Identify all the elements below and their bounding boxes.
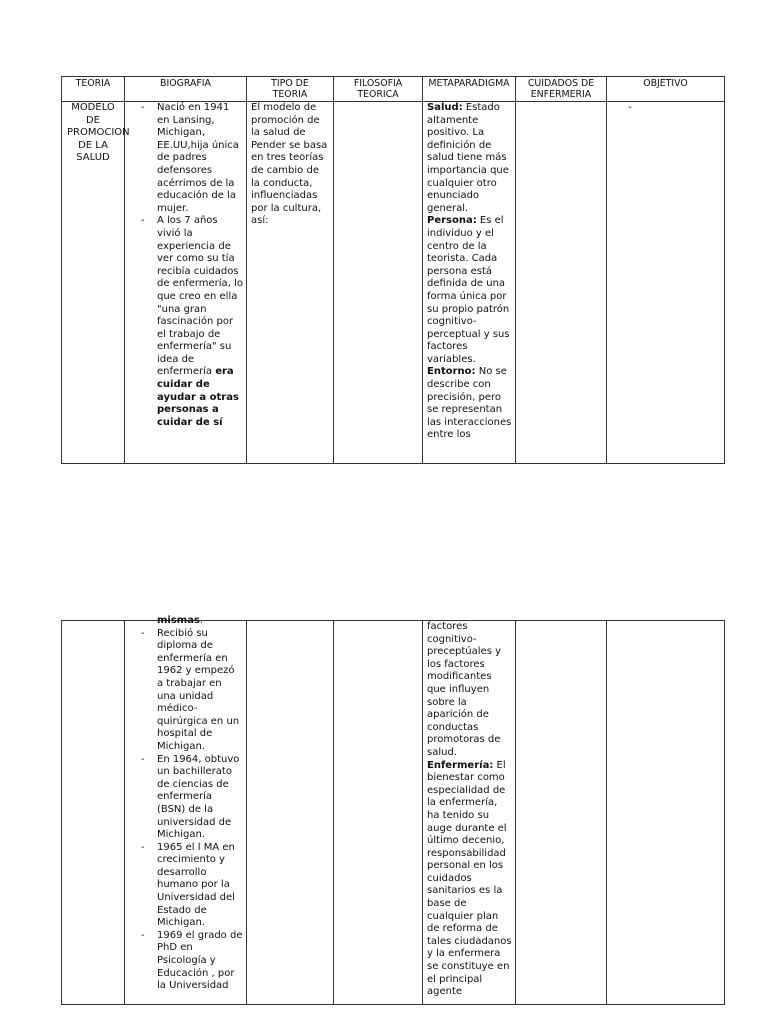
dash-bullet: - — [141, 627, 145, 639]
cell-metaparadigma — [427, 102, 512, 463]
bio-item-text: En 1964, obtuvo un bachillerato de ciencias de enfermería (BSN) de la universidad de Michigan. — [157, 753, 240, 841]
cell-cuidados — [520, 102, 603, 463]
cell-filosofia — [338, 102, 419, 463]
header-metaparadigma: METAPARADIGMA — [428, 78, 510, 89]
meta-persona — [427, 215, 512, 366]
dash-bullet: - — [141, 841, 145, 853]
biografia-list — [125, 628, 243, 993]
cell-metaparadigma — [427, 621, 512, 1004]
theory-table-page-1 — [61, 76, 725, 464]
meta-text: El bienestar como especialidad de la enfermería, ha tenido su auge durante el último decenio, responsabilidad personal en los cuidados sanitarios es la base de cualquier plan de reforma de tales ciudadanos y la enfermera se constituye en el principal agente — [427, 759, 512, 998]
dash-bullet: - — [141, 929, 145, 941]
column-filosofia — [334, 77, 423, 463]
column-cuidados — [516, 77, 607, 463]
bio-cont-bold: mismas — [157, 615, 200, 626]
column-biografia — [125, 615, 247, 1004]
cell-tipo: El modelo de promoción de la salud de Pender se basa en tres teorías de cambio de la conducta, influenciadas por la cultura, así: — [251, 102, 328, 227]
header-filosofia: FILOSOFIA TEORICA — [353, 78, 403, 101]
cell-biografia — [125, 615, 243, 1004]
meta-salud — [427, 102, 512, 215]
meta-enfermeria — [427, 760, 512, 999]
bio-item-text: 1965 el l MA en crecimiento y desarrollo humano por la Universidad del Estado de Michigan. — [157, 841, 235, 929]
header-tipo: TIPO DE TEORIA — [271, 78, 309, 101]
list-item — [125, 628, 243, 754]
list-item — [125, 842, 243, 930]
header-biografia: BIOGRAFIA — [160, 78, 211, 89]
column-tipo — [247, 77, 334, 463]
bio-item-text: Recibió su diploma de enfermería en 1962 y empezó a trabajar en una unidad médico-quirúrgica en un hospital de Michigan. — [157, 627, 240, 752]
header-cuidados: CUIDADOS DE ENFERMERIA — [527, 78, 595, 101]
column-cuidados — [516, 621, 607, 1004]
bio-item-text: Nació en 1941 en Lansing, Michigan, EE.UU,hija única de padres defensores acérrimos de la educación de la mujer. — [157, 102, 239, 214]
cell-teoria: MODELO DE PROMOCION DE LA SALUD — [67, 102, 130, 164]
column-teoria — [62, 77, 130, 463]
list-item — [125, 102, 243, 215]
column-filosofia — [334, 621, 423, 1004]
meta-continuation: factores cognitivo-preceptúales y los factores modificantes que influyen sobre la aparición de conductas promotoras de salud. — [427, 621, 502, 758]
header-teoria: TEORIA — [75, 78, 111, 89]
biografia-list — [125, 102, 243, 429]
cell-objetivo: - — [628, 102, 632, 113]
column-biografia — [125, 77, 247, 463]
column-objetivo — [607, 621, 724, 1004]
column-metaparadigma — [423, 77, 516, 463]
bio-continuation — [125, 615, 243, 628]
meta-text: Estado altamente positivo. La definición de salud tiene más importancia que cualquier otro enunciado general. — [427, 102, 509, 214]
theory-table-page-2 — [61, 615, 725, 1005]
cell-biografia — [125, 102, 243, 463]
dash-bullet: - — [141, 753, 145, 765]
header-objetivo: OBJETIVO — [643, 78, 688, 89]
column-objetivo — [607, 77, 724, 463]
bio-item-bold-text: era cuidar de ayudar a otras personas a cuidar de sí — [157, 366, 239, 428]
meta-entorno — [427, 366, 512, 442]
bio-item-text: 1969 el grado de PhD en Psicología y Educación , por la Universidad — [157, 929, 243, 992]
bio-cont-tail: . — [199, 615, 204, 626]
meta-label: Salud: — [427, 102, 463, 113]
meta-text: Es el individuo y el centro de la teorista. Cada persona está definida de una forma única por su propio patrón cognitivo-perceptual y sus factores variables. — [427, 215, 510, 365]
meta-label: Enfermería: — [427, 759, 494, 771]
column-metaparadigma — [423, 621, 516, 1004]
dash-bullet: - — [141, 215, 145, 227]
bio-item-text: A los 7 años vivió la experiencia de ver como su tía recibía cuidados de enfermería, lo que creo en ella "una gran fascinación por el trabajo de enfermería" su idea de enfermería — [157, 215, 243, 378]
list-item — [125, 754, 243, 842]
meta-label: Persona: — [427, 215, 477, 227]
list-item — [125, 930, 243, 993]
meta-label: Entorno: — [427, 366, 476, 378]
dash-bullet: - — [141, 102, 145, 113]
column-tipo — [247, 621, 334, 1004]
meta-text: No se describe con precisión, pero se representan las interacciones entre los — [427, 366, 512, 441]
column-teoria — [62, 621, 125, 1004]
list-item — [125, 215, 243, 429]
